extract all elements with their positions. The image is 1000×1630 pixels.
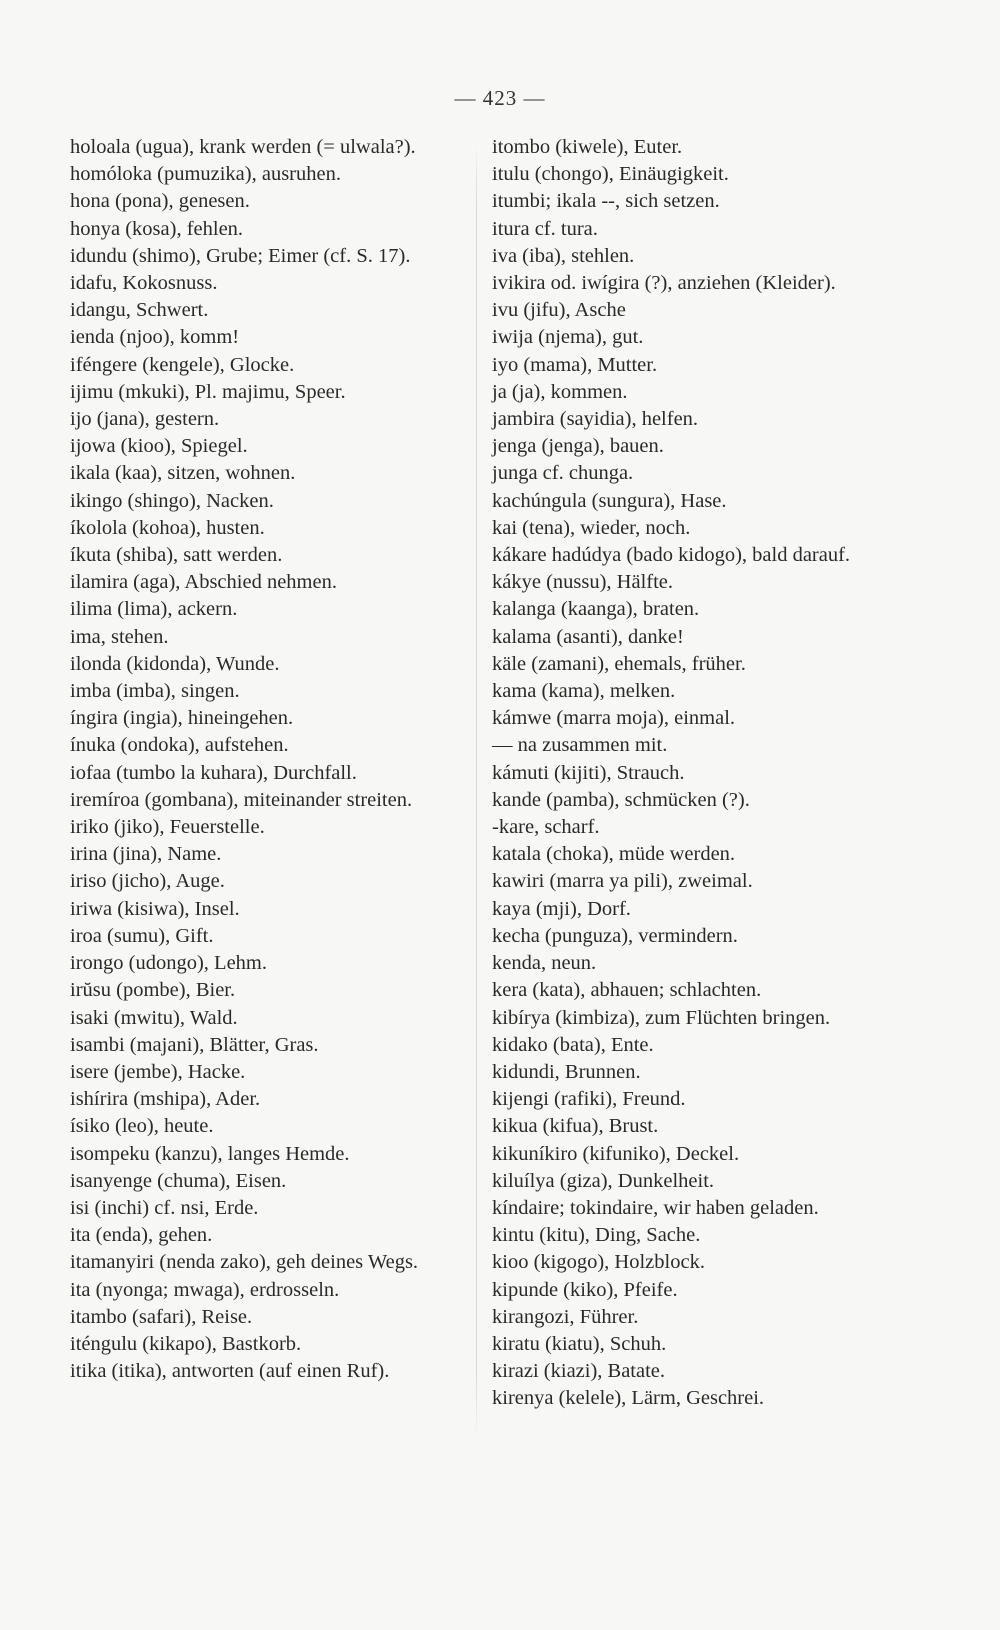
dictionary-entry: kidako (bata), Ente. (492, 1033, 654, 1056)
dictionary-entry: ijimu (mkuki), Pl. majimu, Speer. (70, 380, 346, 403)
dictionary-entry: irongo (udongo), Lehm. (70, 952, 267, 975)
dictionary-entry: kámwe (marra moja), einmal. (492, 707, 736, 730)
dictionary-entry: ishírira (mshipa), Ader. (70, 1088, 261, 1111)
dictionary-entry: ilonda (kidonda), Wunde. (70, 652, 280, 675)
page-number: — 423 — (454, 86, 546, 110)
dictionary-entry: kawiri (marra ya pili), zweimal. (492, 870, 753, 893)
dictionary-entry: homóloka (pumuzika), ausruhen. (70, 163, 341, 186)
dictionary-entry: idangu, Schwert. (70, 299, 209, 322)
dictionary-entry: kikuníkiro (kifuniko), Deckel. (492, 1142, 740, 1165)
dictionary-entry: kirenya (kelele), Lärm, Geschrei. (492, 1387, 765, 1410)
dictionary-entry: íkuta (shiba), satt werden. (70, 544, 283, 567)
dictionary-entry: isere (jembe), Hacke. (70, 1060, 246, 1083)
dictionary-entry: kachúngula (sungura), Hase. (492, 489, 727, 512)
dictionary-entry: hona (pona), genesen. (70, 190, 250, 213)
dictionary-entry: kai (tena), wieder, noch. (492, 516, 691, 539)
dictionary-entry: irina (jina), Name. (70, 843, 222, 866)
dictionary-entry: kipunde (kiko), Pfeife. (492, 1278, 678, 1301)
dictionary-entry: íkolola (kohoa), husten. (70, 516, 265, 539)
dictionary-entry: kiratu (kiatu), Schuh. (492, 1332, 667, 1355)
dictionary-entry: käle (zamani), ehemals, früher. (492, 652, 746, 675)
dictionary-entry: holoala (ugua), krank werden (= ulwala?). (70, 136, 416, 158)
dictionary-entry: ivu (jifu), Asche (492, 299, 626, 322)
dictionary-entry: kámuti (kijiti), Strauch. (492, 761, 685, 784)
dictionary-entry: kibírya (kimbiza), zum Flüchten bringen. (492, 1006, 831, 1029)
dictionary-entry: iofaa (tumbo la kuhara), Durchfall. (70, 761, 357, 784)
dictionary-entry: itombo (kiwele), Euter. (492, 136, 683, 158)
dictionary-entry: ínuka (ondoka), aufstehen. (70, 734, 289, 757)
dictionary-entry: iroa (sumu), Gift. (70, 924, 214, 947)
dictionary-entry: ilamira (aga), Abschied nehmen. (70, 571, 337, 594)
right-column (492, 134, 882, 1413)
dictionary-entry: ilima (lima), ackern. (70, 598, 238, 621)
dictionary-entry: kera (kata), abhauen; schlachten. (492, 979, 762, 1002)
dictionary-entry: kande (pamba), schmücken (?). (492, 788, 750, 811)
dictionary-entry: katala (choka), müde werden. (492, 843, 736, 866)
dictionary-entry: ja (ja), kommen. (492, 380, 628, 403)
dictionary-entry: iriko (jiko), Feuerstelle. (70, 816, 265, 839)
dictionary-entry: iriwa (kisiwa), Insel. (70, 897, 240, 920)
dictionary-entry: idundu (shimo), Grube; Eimer (cf. S. 17). (70, 244, 411, 267)
dictionary-entry: kirangozi, Führer. (492, 1305, 639, 1328)
dictionary-entry: honya (kosa), fehlen. (70, 217, 244, 240)
dictionary-entry: itulu (chongo), Einäugigkeit. (492, 163, 729, 186)
left-column (70, 134, 465, 1385)
dictionary-entry: kíndaire; tokindaire, wir haben geladen. (492, 1196, 819, 1219)
dictionary-entry: kioo (kigogo), Holzblock. (492, 1251, 705, 1274)
dictionary-entry: isaki (mwitu), Wald. (70, 1006, 238, 1029)
column-divider (476, 140, 477, 1440)
dictionary-entry: iriso (jicho), Auge. (70, 870, 225, 893)
dictionary-entry: kijengi (rafiki), Freund. (492, 1088, 686, 1111)
dictionary-entry: iféngere (kengele), Glocke. (70, 353, 295, 376)
dictionary-entry: -kare, scharf. (492, 816, 600, 839)
dictionary-entry: isompeku (kanzu), langes Hemde. (70, 1142, 350, 1165)
dictionary-entry: iva (iba), stehlen. (492, 244, 635, 267)
dictionary-entry: ima, stehen. (70, 625, 169, 648)
dictionary-entry: ikala (kaa), sitzen, wohnen. (70, 462, 296, 485)
dictionary-entry: kidundi, Brunnen. (492, 1060, 641, 1083)
dictionary-entry: itika (itika), antworten (auf einen Ruf). (70, 1360, 390, 1383)
dictionary-entry: ikingo (shingo), Nacken. (70, 489, 274, 512)
dictionary-entry: jambira (sayidia), helfen. (492, 408, 699, 431)
dictionary-entry: irŭsu (pombe), Bier. (70, 979, 236, 1002)
dictionary-entry: ienda (njoo), komm! (70, 326, 240, 349)
dictionary-entry: kecha (punguza), vermindern. (492, 924, 738, 947)
dictionary-entry: kirazi (kiazi), Batate. (492, 1360, 666, 1383)
dictionary-entry: iremíroa (gombana), miteinander streiten. (70, 788, 413, 811)
dictionary-entry: kalanga (kaanga), braten. (492, 598, 700, 621)
dictionary-entry: isambi (majani), Blätter, Gras. (70, 1033, 319, 1056)
dictionary-entry: kiluílya (giza), Dunkelheit. (492, 1169, 715, 1192)
dictionary-entry: idafu, Kokosnuss. (70, 272, 218, 295)
dictionary-entry: itambo (safari), Reise. (70, 1305, 253, 1328)
dictionary-entry: isi (inchi) cf. nsi, Erde. (70, 1196, 259, 1219)
dictionary-entry: iwija (njema), gut. (492, 326, 644, 349)
dictionary-entry: kama (kama), melken. (492, 680, 676, 703)
dictionary-entry: junga cf. chunga. (492, 462, 634, 485)
dictionary-entry: kikua (kifua), Brust. (492, 1115, 659, 1138)
dictionary-entry: ijo (jana), gestern. (70, 408, 220, 431)
dictionary-entry: ivikira od. iwígira (?), anziehen (Kleider). (492, 272, 836, 295)
dictionary-entry: íngira (ingia), hineingehen. (70, 707, 294, 730)
dictionary-entry: — na zusammen mit. (492, 734, 668, 757)
dictionary-entry: kintu (kitu), Ding, Sache. (492, 1224, 701, 1247)
dictionary-entry: ísiko (leo), heute. (70, 1115, 214, 1138)
dictionary-entry: ita (nyonga; mwaga), erdrosseln. (70, 1278, 340, 1301)
dictionary-entry: ijowa (kioo), Spiegel. (70, 435, 248, 458)
dictionary-entry: kalama (asanti), danke! (492, 625, 684, 648)
dictionary-entry: itamanyiri (nenda zako), geh deines Wegs. (70, 1251, 419, 1274)
dictionary-entry: iténgulu (kikapo), Bastkorb. (70, 1332, 302, 1355)
dictionary-entry: kákye (nussu), Hälfte. (492, 571, 674, 594)
dictionary-entry: kákare hadúdya (bado kidogo), bald darauf. (492, 544, 851, 567)
dictionary-entry: ita (enda), gehen. (70, 1224, 213, 1247)
dictionary-entry: kenda, neun. (492, 952, 597, 975)
dictionary-entry: jenga (jenga), bauen. (492, 435, 664, 458)
dictionary-entry: imba (imba), singen. (70, 680, 240, 703)
dictionary-entry: iyo (mama), Mutter. (492, 353, 658, 376)
dictionary-entry: itumbi; ikala --, sich setzen. (492, 190, 720, 213)
dictionary-entry: itura cf. tura. (492, 217, 598, 240)
dictionary-entry: isanyenge (chuma), Eisen. (70, 1169, 287, 1192)
dictionary-entry: kaya (mji), Dorf. (492, 897, 631, 920)
